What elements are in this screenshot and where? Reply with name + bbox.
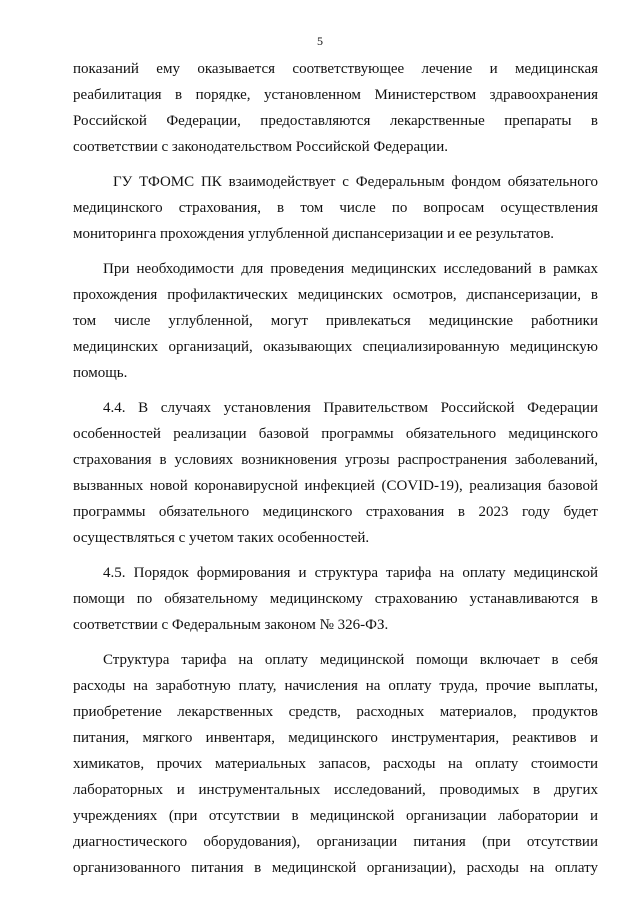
text-line: особенностей реализации базовой программы обязательного медицинского (73, 426, 598, 442)
document-body (73, 60, 598, 885)
text-line: медицинских организаций, оказывающих специализированную медицинскую (73, 339, 598, 355)
text-line: расходы на заработную плату, начисления на оплату труда, прочие выплаты, (73, 678, 598, 694)
text-line: ГУ ТФОМС ПК взаимодействует с Федеральным фондом обязательного (113, 174, 598, 190)
text-line: 4.4. В случаях установления Правительством Российской Федерации (103, 400, 598, 416)
text-line: помощи по обязательному медицинскому страхованию устанавливаются в (73, 591, 598, 607)
text-line: Российской Федерации, предоставляются лекарственные препараты в (73, 113, 598, 129)
text-line: учреждениях (при отсутствии в медицинской организации лаборатории и (73, 808, 598, 824)
text-line: страхования в условиях возникновения угрозы распространения заболеваний, (73, 452, 598, 468)
text-line: помощь. (73, 365, 128, 381)
text-line: химикатов, прочих материальных запасов, расходы на оплату стоимости (73, 756, 598, 772)
text-line: показаний ему оказывается соответствующее лечение и медицинская (73, 61, 598, 77)
text-line: 4.5. Порядок формирования и структура тарифа на оплату медицинской (103, 565, 598, 581)
text-line: прохождения профилактических медицинских осмотров, диспансеризации, в (73, 287, 598, 303)
text-line: Структура тарифа на оплату медицинской помощи включает в себя (103, 652, 598, 668)
text-line: реабилитация в порядке, установленном Министерством здравоохранения (73, 87, 598, 103)
text-line: При необходимости для проведения медицинских исследований в рамках (103, 261, 598, 277)
text-line: соответствии с законодательством Российской Федерации. (73, 139, 448, 155)
page-number: 5 (317, 34, 323, 48)
text-line: мониторинга прохождения углубленной диспансеризации и ее результатов. (73, 226, 555, 242)
text-line: приобретение лекарственных средств, расходных материалов, продуктов (73, 704, 598, 720)
text-line: организованного питания в медицинской организации), расходы на оплату (73, 860, 598, 876)
text-line: вызванных новой коронавирусной инфекцией (COVID-19), реализация базовой (73, 478, 598, 494)
text-line: лабораторных и инструментальных исследований, проводимых в других (73, 782, 598, 798)
text-line: осуществляться с учетом таких особенностей. (73, 530, 370, 546)
text-line: медицинского страхования, в том числе по вопросам осуществления (73, 200, 598, 216)
text-line: программы обязательного медицинского страхования в 2023 году будет (73, 504, 598, 520)
text-line: питания, мягкого инвентаря, медицинского инструментария, реактивов и (73, 730, 598, 746)
text-line: диагностического оборудования), организации питания (при отсутствии (73, 834, 598, 850)
text-line: соответствии с Федеральным законом № 326-ФЗ. (73, 617, 389, 633)
text-line: том числе углубленной, могут привлекаться медицинские работники (73, 313, 598, 329)
